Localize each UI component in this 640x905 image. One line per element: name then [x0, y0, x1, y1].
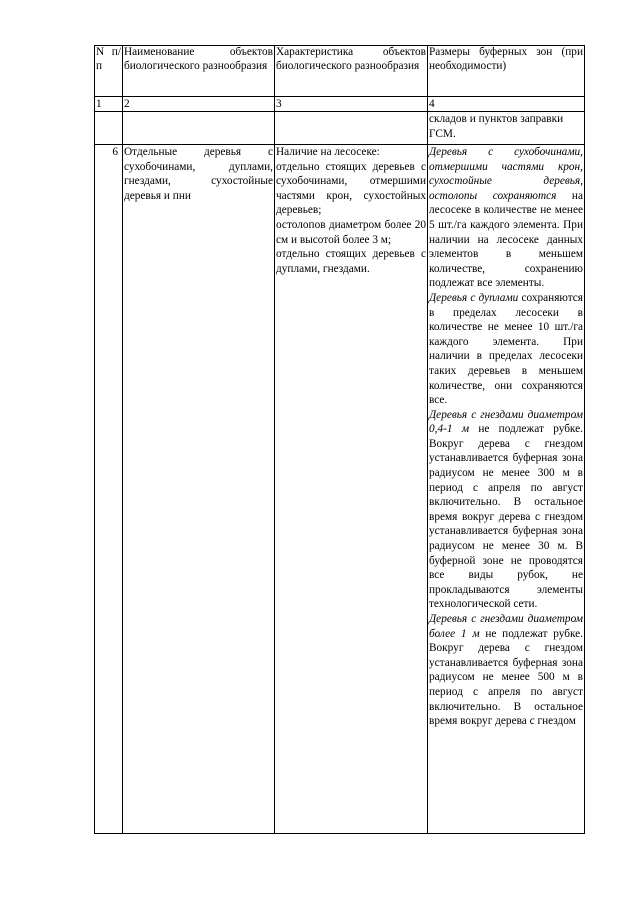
row-number: 6 [95, 145, 123, 834]
object-characteristic [275, 145, 428, 834]
buffer-paragraph [429, 408, 583, 612]
buffer-body: не подлежат рубке. Вокруг дерева с гнездом устанавливается буферная зона радиусом не менее 300 м в период с апреля по август включительно. В остальное время вокруг дерева с гнездом устанавливается буферная зона радиусом не менее 30 м. В буферной зоне не проводятся все виды рубок, не прокладываются элементы технологической сети. [429, 423, 583, 611]
column-numbering-row [95, 97, 585, 112]
empty-cell [275, 112, 428, 145]
buffer-body: сохраняются в пределах лесосеки в количестве не менее 10 шт./га каждого элемента. При наличии в пределах лесосеки таких деревьев в меньшем количестве, они сохраняются все. [429, 291, 583, 407]
column-number: 1 [95, 97, 123, 112]
buffer-body: на лесосеке в количестве не менее 5 шт./га каждого элемента. При наличии на лесосеке данных элементов в меньшем количестве, сохранению подлежат все элементы. [429, 189, 583, 290]
header-buffer-size: Размеры буферных зон (при необходимости) [428, 46, 585, 97]
buffer-size-text [428, 145, 585, 834]
characteristic-line: отдельно стоящих деревьев с сухобочинами, отмершими частями крон, сухостойных деревьев; [276, 160, 426, 217]
empty-cell [123, 112, 275, 145]
biodiversity-buffer-table [94, 45, 585, 834]
continuation-buffer-text: складов и пунктов заправки ГСМ. [428, 112, 585, 145]
buffer-paragraph [429, 291, 583, 408]
header-object-characteristic: Характеристика объектов биологического разнообразия [275, 46, 428, 97]
column-number: 3 [275, 97, 428, 112]
characteristic-line: Наличие на лесосеке: [276, 146, 380, 158]
buffer-paragraph [429, 145, 583, 291]
column-number: 2 [123, 97, 275, 112]
table-header-row [95, 46, 585, 97]
buffer-body: не подлежат рубке. Вокруг дерева с гнездом устанавливается буферная зона радиусом не менее 500 м в период с апреля по август включительно. В остальное время вокруг дерева с гнездом [429, 627, 583, 728]
characteristic-line: отдельно стоящих деревьев с дуплами, гнездами. [276, 248, 426, 275]
buffer-italic-lead: Деревья с дуплами [429, 291, 519, 304]
buffer-italic-lead: Деревья с гнездами диаметром 0,4-1 м [429, 408, 583, 436]
header-object-name: Наименование объектов биологического разнообразия [123, 46, 275, 97]
buffer-italic-lead: Деревья с гнездами диаметром более 1 м [429, 613, 583, 640]
column-number: 4 [428, 97, 585, 112]
object-name: Отдельные деревья с сухобочинами, дуплами, гнездами, сухостойные деревья и пни [123, 145, 275, 834]
continuation-row [95, 112, 585, 145]
header-number: N п/п [95, 46, 123, 97]
characteristic-line: остолопов диаметром более 20 см и высотой более 3 м; [276, 218, 426, 246]
table-row [95, 145, 585, 834]
empty-cell [95, 112, 123, 145]
buffer-paragraph [429, 612, 583, 729]
buffer-italic-lead: Деревья с сухобочинами, отмершими частями крон, сухостойные деревья, остолопы сохраняются [429, 146, 583, 202]
